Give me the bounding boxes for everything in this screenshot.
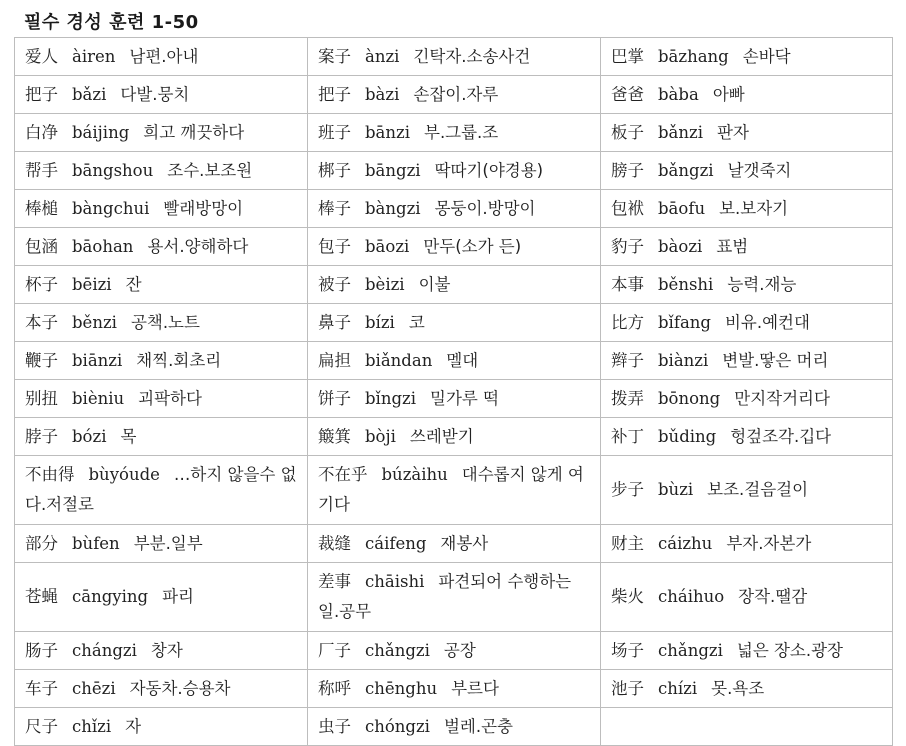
korean-meaning: 표범 xyxy=(716,237,749,256)
pinyin: cāngying xyxy=(72,587,149,606)
korean-meaning: 장작.땔감 xyxy=(738,587,808,606)
pinyin: bǐngzi xyxy=(365,389,416,408)
vocab-cell xyxy=(601,342,893,380)
hanzi-word: 把子 xyxy=(25,85,58,104)
pinyin: bózi xyxy=(72,427,107,446)
hanzi-word: 膀子 xyxy=(611,161,644,180)
pinyin: bēizi xyxy=(72,275,112,294)
hanzi-word: 辫子 xyxy=(611,351,644,370)
pinyin: àiren xyxy=(72,47,116,66)
page-title: 필수 경성 훈련 1-50 xyxy=(24,12,199,33)
pinyin: bùfen xyxy=(72,534,120,553)
hanzi-word: 本事 xyxy=(611,275,644,294)
korean-meaning: 부자.자본가 xyxy=(726,534,812,553)
vocab-cell xyxy=(601,563,893,632)
korean-meaning: 이불 xyxy=(418,275,451,294)
pinyin: bǎnzi xyxy=(658,123,703,142)
hanzi-word: 裁缝 xyxy=(318,534,351,553)
hanzi-word: 白净 xyxy=(25,123,58,142)
vocab-cell xyxy=(308,304,601,342)
pinyin: bòji xyxy=(365,427,396,446)
hanzi-word: 爱人 xyxy=(25,47,58,66)
hanzi-word: 鞭子 xyxy=(25,351,58,370)
hanzi-word: 厂子 xyxy=(318,641,351,660)
korean-meaning: 공장 xyxy=(443,641,476,660)
korean-meaning: 아빠 xyxy=(712,85,745,104)
korean-meaning: …하지 않을수 없다.저절로 xyxy=(25,465,297,514)
hanzi-word: 差事 xyxy=(318,572,351,591)
pinyin: bàngzi xyxy=(365,199,421,218)
hanzi-word: 扁担 xyxy=(318,351,351,370)
hanzi-word: 帮手 xyxy=(25,161,58,180)
pinyin: chǎngzi xyxy=(365,641,430,660)
vocab-cell xyxy=(601,38,893,76)
pinyin: bānzi xyxy=(365,123,410,142)
vocab-cell xyxy=(15,228,308,266)
vocab-cell xyxy=(601,76,893,114)
table-row xyxy=(15,190,893,228)
pinyin: bāngshou xyxy=(72,161,154,180)
korean-meaning: 멜대 xyxy=(446,351,479,370)
pinyin: bāzhang xyxy=(658,47,729,66)
korean-meaning: 조수.보조원 xyxy=(167,161,253,180)
table-row xyxy=(15,266,893,304)
pinyin: bāofu xyxy=(658,199,706,218)
vocab-cell xyxy=(308,342,601,380)
vocab-cell xyxy=(601,304,893,342)
pinyin: bàngchui xyxy=(72,199,150,218)
vocab-cell xyxy=(308,670,601,708)
hanzi-word: 别扭 xyxy=(25,389,58,408)
vocab-cell xyxy=(601,190,893,228)
hanzi-word: 虫子 xyxy=(318,717,351,736)
korean-meaning: 자동차.승용차 xyxy=(129,679,231,698)
vocab-cell xyxy=(15,380,308,418)
pinyin: chǐzi xyxy=(72,717,112,736)
vocab-cell xyxy=(308,563,601,632)
korean-meaning: 손바닥 xyxy=(742,47,791,66)
hanzi-word: 案子 xyxy=(318,47,351,66)
pinyin: biǎndan xyxy=(365,351,433,370)
vocab-cell xyxy=(15,670,308,708)
hanzi-word: 爸爸 xyxy=(611,85,644,104)
korean-meaning: 못.욕조 xyxy=(711,679,765,698)
korean-meaning: 긴탁자.소송사건 xyxy=(413,47,531,66)
vocab-cell xyxy=(308,525,601,563)
vocab-cell xyxy=(601,418,893,456)
korean-meaning: 대수롭지 않게 여기다 xyxy=(318,465,584,514)
hanzi-word: 部分 xyxy=(25,534,58,553)
pinyin: búzàihu xyxy=(381,465,448,484)
korean-meaning: 용서.양해하다 xyxy=(147,237,249,256)
pinyin: bǎzi xyxy=(72,85,107,104)
korean-meaning: 괴팍하다 xyxy=(138,389,202,408)
vocab-cell xyxy=(15,114,308,152)
hanzi-word: 车子 xyxy=(25,679,58,698)
vocab-cell xyxy=(15,304,308,342)
hanzi-word: 肠子 xyxy=(25,641,58,660)
hanzi-word: 被子 xyxy=(318,275,351,294)
vocab-cell xyxy=(15,418,308,456)
pinyin: bāohan xyxy=(72,237,134,256)
hanzi-word: 梆子 xyxy=(318,161,351,180)
hanzi-word: 柴火 xyxy=(611,587,644,606)
korean-meaning: 헝겊조각.깁다 xyxy=(730,427,832,446)
korean-meaning: 변발.땋은 머리 xyxy=(722,351,829,370)
vocab-cell xyxy=(601,228,893,266)
hanzi-word: 步子 xyxy=(611,480,644,499)
vocabulary-table xyxy=(14,37,893,746)
pinyin: bāngzi xyxy=(365,161,421,180)
vocab-cell xyxy=(308,632,601,670)
hanzi-word: 脖子 xyxy=(25,427,58,446)
hanzi-word: 豹子 xyxy=(611,237,644,256)
korean-meaning: 능력.재능 xyxy=(727,275,797,294)
pinyin: chángzi xyxy=(72,641,137,660)
hanzi-word: 比方 xyxy=(611,313,644,332)
pinyin: bāozi xyxy=(365,237,410,256)
vocab-cell xyxy=(308,38,601,76)
hanzi-word: 板子 xyxy=(611,123,644,142)
pinyin: bōnong xyxy=(658,389,721,408)
korean-meaning: 다발.뭉치 xyxy=(120,85,190,104)
table-row xyxy=(15,632,893,670)
korean-meaning: 몽둥이.방망이 xyxy=(434,199,536,218)
vocab-cell xyxy=(15,38,308,76)
pinyin: biānzi xyxy=(72,351,123,370)
pinyin: bèizi xyxy=(365,275,405,294)
korean-meaning: 판자 xyxy=(717,123,749,142)
pinyin: bǐfang xyxy=(658,313,711,332)
korean-meaning: 남편.아내 xyxy=(129,47,199,66)
pinyin: bǎngzi xyxy=(658,161,714,180)
hanzi-word: 包袱 xyxy=(611,199,644,218)
pinyin: běnzi xyxy=(72,313,117,332)
vocab-cell xyxy=(15,563,308,632)
vocab-cell xyxy=(15,266,308,304)
vocab-cell xyxy=(15,152,308,190)
vocab-cell xyxy=(308,114,601,152)
hanzi-word: 拨弄 xyxy=(611,389,644,408)
table-row xyxy=(15,380,893,418)
korean-meaning: 재봉사 xyxy=(440,534,489,553)
vocab-cell xyxy=(601,380,893,418)
table-row xyxy=(15,304,893,342)
pinyin: bùyóude xyxy=(88,465,160,484)
korean-meaning: 보.보자기 xyxy=(719,199,789,218)
korean-meaning: 창자 xyxy=(150,641,183,660)
table-row xyxy=(15,38,893,76)
hanzi-word: 池子 xyxy=(611,679,644,698)
korean-meaning: 만지작거리다 xyxy=(734,389,830,408)
hanzi-word: 簸箕 xyxy=(318,427,351,446)
vocab-cell xyxy=(308,190,601,228)
hanzi-word: 巴掌 xyxy=(611,47,644,66)
korean-meaning: 만두(소가 든) xyxy=(423,237,522,256)
vocab-cell xyxy=(308,152,601,190)
hanzi-word: 财主 xyxy=(611,534,644,553)
table-row xyxy=(15,228,893,266)
pinyin: bízi xyxy=(365,313,395,332)
hanzi-word: 把子 xyxy=(318,85,351,104)
hanzi-word: 包子 xyxy=(318,237,351,256)
korean-meaning: 밀가루 떡 xyxy=(430,389,500,408)
pinyin: biànzi xyxy=(658,351,709,370)
korean-meaning: 보조.걸음걸이 xyxy=(707,480,809,499)
hanzi-word: 包涵 xyxy=(25,237,58,256)
korean-meaning: 자 xyxy=(125,717,142,736)
pinyin: bàzi xyxy=(365,85,400,104)
pinyin: cháihuo xyxy=(658,587,725,606)
pinyin: chēzi xyxy=(72,679,116,698)
hanzi-word: 杯子 xyxy=(25,275,58,294)
vocab-cell xyxy=(601,670,893,708)
korean-meaning: 파견되어 수행하는 일.공무 xyxy=(318,572,572,621)
korean-meaning: 목 xyxy=(120,427,137,446)
pinyin: chǎngzi xyxy=(658,641,723,660)
vocab-cell xyxy=(601,632,893,670)
korean-meaning: 희고 깨끗하다 xyxy=(143,123,245,142)
vocab-cell xyxy=(308,418,601,456)
table-row xyxy=(15,342,893,380)
pinyin: chāishi xyxy=(365,572,425,591)
korean-meaning: 코 xyxy=(408,313,425,332)
hanzi-word: 不在乎 xyxy=(318,465,368,484)
vocab-cell xyxy=(308,380,601,418)
hanzi-word: 尺子 xyxy=(25,717,58,736)
korean-meaning: 비유.예컨대 xyxy=(724,313,810,332)
hanzi-word: 本子 xyxy=(25,313,58,332)
korean-meaning: 부.그룹.조 xyxy=(424,123,499,142)
vocab-cell xyxy=(15,632,308,670)
pinyin: bàozi xyxy=(658,237,703,256)
hanzi-word: 苍蝇 xyxy=(25,587,58,606)
table-row xyxy=(15,670,893,708)
pinyin: bǔding xyxy=(658,427,717,446)
table-row xyxy=(15,456,893,525)
pinyin: bièniu xyxy=(72,389,125,408)
pinyin: bàba xyxy=(658,85,699,104)
korean-meaning: 빨래방망이 xyxy=(163,199,244,218)
vocab-cell xyxy=(601,525,893,563)
hanzi-word: 班子 xyxy=(318,123,351,142)
pinyin: ànzi xyxy=(365,47,400,66)
table-row xyxy=(15,152,893,190)
table-row xyxy=(15,563,893,632)
korean-meaning: 부르다 xyxy=(451,679,499,698)
hanzi-word: 不由得 xyxy=(25,465,75,484)
korean-meaning: 채찍.회초리 xyxy=(136,351,222,370)
korean-meaning: 날갯죽지 xyxy=(727,161,792,180)
pinyin: chízi xyxy=(658,679,698,698)
vocab-cell xyxy=(601,114,893,152)
korean-meaning: 쓰레받기 xyxy=(409,427,474,446)
vocab-cell xyxy=(15,525,308,563)
pinyin: cáizhu xyxy=(658,534,713,553)
pinyin: bùzi xyxy=(658,480,694,499)
pinyin: báijing xyxy=(72,123,130,142)
pinyin: cáifeng xyxy=(365,534,427,553)
table-row xyxy=(15,76,893,114)
vocab-cell xyxy=(308,228,601,266)
hanzi-word: 场子 xyxy=(611,641,644,660)
korean-meaning: 벌레.곤충 xyxy=(443,717,513,736)
vocab-cell xyxy=(308,266,601,304)
vocab-cell xyxy=(308,456,601,525)
hanzi-word: 称呼 xyxy=(318,679,351,698)
pinyin: chóngzi xyxy=(365,717,430,736)
vocab-cell xyxy=(601,266,893,304)
korean-meaning: 부분.일부 xyxy=(133,534,203,553)
pinyin: běnshi xyxy=(658,275,714,294)
vocab-cell xyxy=(15,76,308,114)
vocab-cell xyxy=(15,342,308,380)
korean-meaning: 파리 xyxy=(162,587,194,606)
hanzi-word: 补丁 xyxy=(611,427,644,446)
table-row xyxy=(15,114,893,152)
pinyin: chēnghu xyxy=(365,679,438,698)
vocab-cell xyxy=(308,76,601,114)
hanzi-word: 鼻子 xyxy=(318,313,351,332)
table-row xyxy=(15,418,893,456)
vocab-cell xyxy=(601,152,893,190)
hanzi-word: 饼子 xyxy=(318,389,351,408)
korean-meaning: 공책.노트 xyxy=(130,313,200,332)
hanzi-word: 棒子 xyxy=(318,199,351,218)
korean-meaning: 넓은 장소.광장 xyxy=(736,641,843,660)
korean-meaning: 손잡이.자루 xyxy=(413,85,499,104)
table-row xyxy=(15,525,893,563)
korean-meaning: 잔 xyxy=(125,275,142,294)
korean-meaning: 딱따기(야경용) xyxy=(434,161,544,180)
vocabulary-table-body xyxy=(15,38,893,746)
hanzi-word: 棒槌 xyxy=(25,199,58,218)
vocab-cell xyxy=(15,456,308,525)
vocab-cell xyxy=(15,190,308,228)
vocab-cell xyxy=(601,456,893,525)
